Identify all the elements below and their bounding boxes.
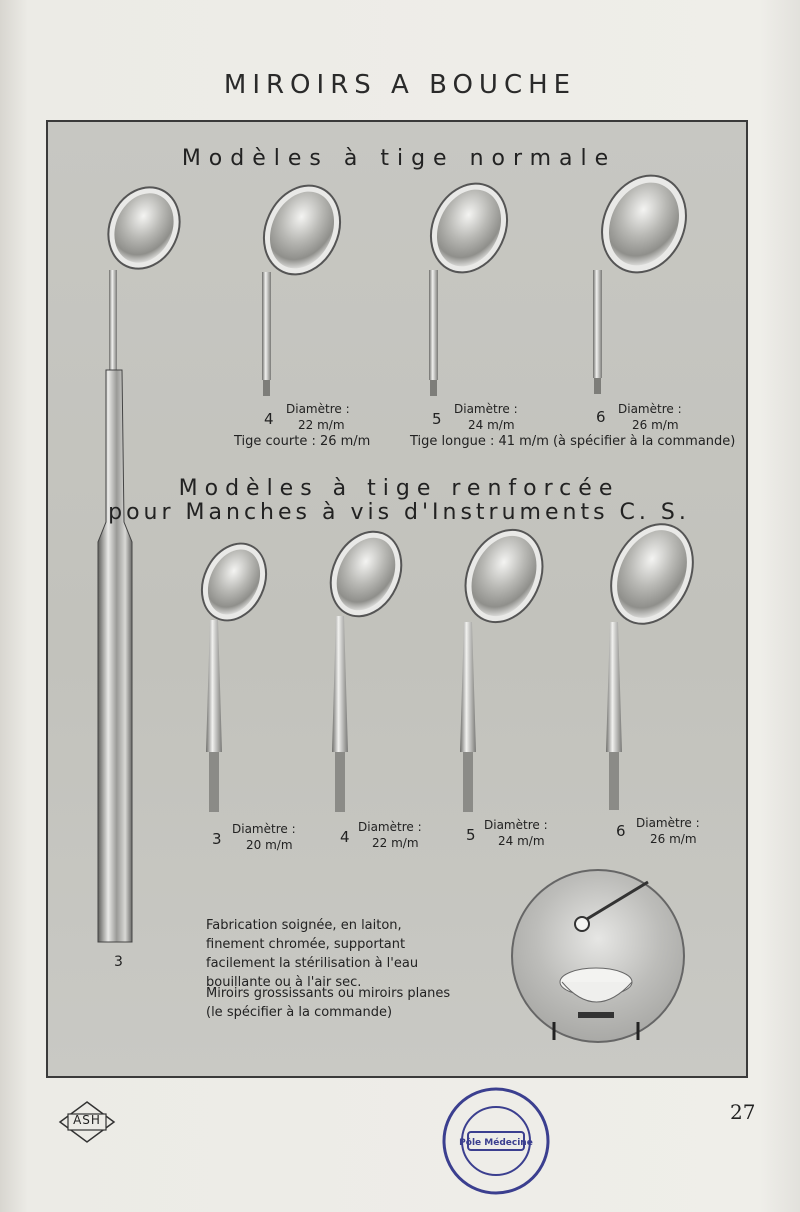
tige-courte-text: Tige courte : 26 m/m [234,434,371,449]
mirror-5-renforcee [451,517,557,812]
mirror-6-renforcee [596,511,709,810]
item-number: 3 [212,830,222,848]
diameter-value: 22 m/m [298,418,345,432]
item-number: 6 [616,822,626,840]
renforcee-heading-line1: Modèles à tige renforcée [178,476,620,501]
logo-text: ASH [73,1113,101,1127]
diameter-label: Diamètre : [484,818,548,832]
item-number: 4 [264,410,274,428]
diameter-value: 26 m/m [650,832,697,846]
item-number: 5 [466,826,476,844]
diameter-label: Diamètre : [232,822,296,836]
diameter-label: Diamètre : [618,402,682,416]
description-paragraph: Fabrication soignée, en laiton, finement chromée, supportant facilement la stérilisation à l'eau bouillante ou à l'air sec. [206,918,419,990]
svg-text:Pôle Médecine: Pôle Médecine [459,1138,533,1148]
handle-number: 3 [114,954,123,970]
renforcee-heading-line2: pour Manches à vis d'Instruments C. S. [108,500,690,525]
mirror-6-normal [587,162,702,394]
diameter-value: 24 m/m [468,418,515,432]
mirror-4-normal [250,173,354,396]
diameter-label: Diamètre : [454,402,518,416]
diameter-label: Diamètre : [636,816,700,830]
diameter-value: 20 m/m [246,838,293,852]
page-title: MIROIRS A BOUCHE [223,70,577,100]
item-number: 5 [432,410,442,428]
mirror-4-renforcee [317,520,414,812]
page-number: 27 [730,1100,756,1124]
item-number: 6 [596,408,606,426]
mirror-with-handle [95,176,192,942]
description-note: Miroirs grossissants ou miroirs planes (le spécifier à la commande) [206,986,451,1020]
normal-section-heading: Modèles à tige normale [181,146,617,171]
diameter-value: 26 m/m [632,418,679,432]
library-stamp-icon [436,1086,556,1196]
catalog-plate [46,120,748,1078]
item-number: 4 [340,828,350,846]
sterilization-photo [512,870,684,1042]
diameter-label: Diamètre : [358,820,422,834]
mirror-3-renforcee [190,533,278,812]
diameter-value: 24 m/m [498,834,545,848]
mirror-5-normal [417,171,521,396]
tige-longue-text: Tige longue : 41 m/m (à spécifier à la commande) [410,434,736,449]
diameter-label: Diamètre : [286,402,350,416]
diameter-value: 22 m/m [372,836,419,850]
